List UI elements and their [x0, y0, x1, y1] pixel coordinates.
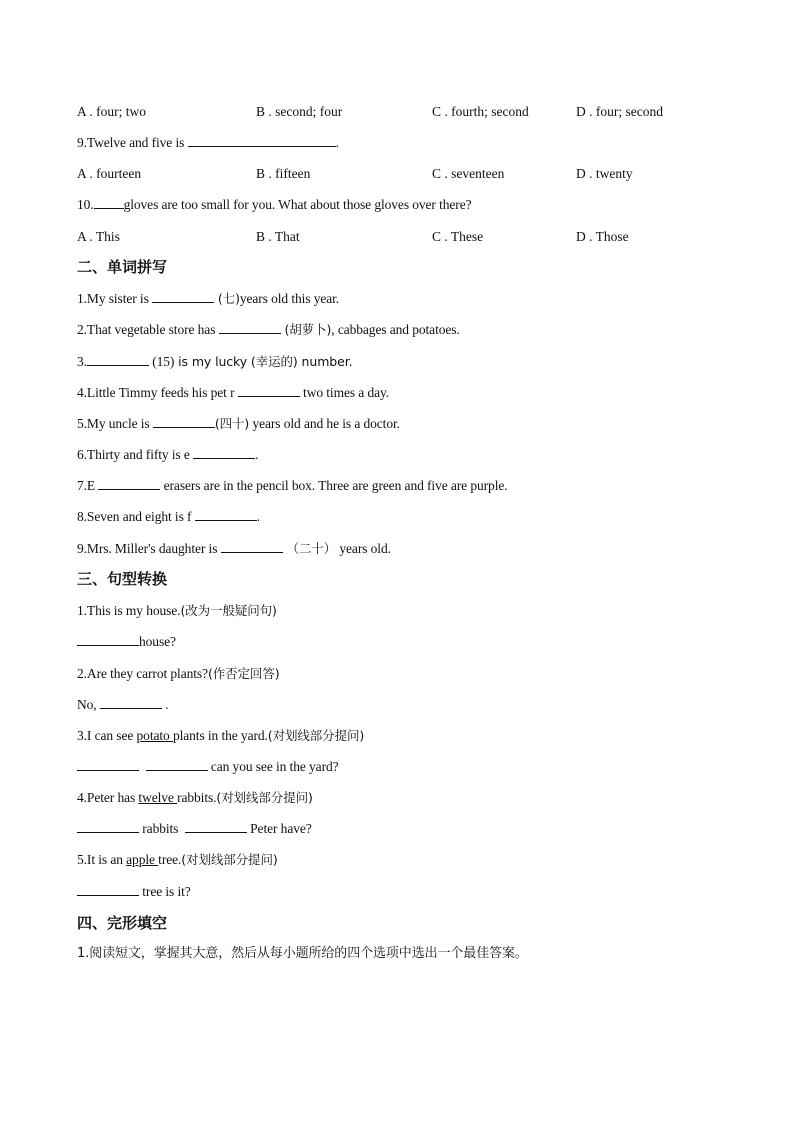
q8-option-c: C . fourth; second — [432, 104, 529, 119]
s3-q2-blank[interactable] — [100, 695, 162, 709]
s2-item-8-post: . — [256, 509, 260, 524]
s2-item-9 — [77, 539, 391, 559]
s3-q1-stem: 1.This is my house. — [77, 603, 181, 618]
s3-q1-instr: (改为一般疑问句) — [180, 603, 277, 618]
s3-q3-pre: 3.I can see — [77, 728, 137, 743]
q10-num: 10. — [77, 197, 94, 212]
s3-q2-answer — [77, 695, 168, 715]
s2-item-2-hint: (胡萝卜) — [280, 322, 332, 337]
section3-title: 三、句型转换 — [77, 570, 168, 588]
section4-title: 四、完形填空 — [77, 914, 168, 932]
q8-option-b: B . second; four — [256, 104, 343, 119]
s3-q1-blank[interactable] — [77, 632, 139, 646]
s2-item-7 — [77, 476, 508, 496]
q10-stem — [77, 195, 471, 215]
s3-q5 — [77, 850, 278, 870]
s2-item-8-pre: 8.Seven and eight is f — [77, 509, 195, 524]
s3-q5-ans: tree is it? — [139, 884, 191, 899]
s2-item-9-pre: 9.Mrs. Miller's daughter is — [77, 541, 221, 556]
s2-item-3-blank[interactable] — [87, 352, 149, 366]
s3-q5-pre: 5.It is an — [77, 852, 127, 867]
q9-option-c: C . seventeen — [432, 166, 505, 181]
s3-q4 — [77, 788, 313, 808]
s3-q3-answer — [77, 757, 339, 777]
s2-item-7-pre: 7.E — [77, 478, 99, 493]
s3-q1-answer — [77, 632, 176, 652]
s2-item-1-hint: (七) — [214, 291, 240, 306]
s3-q5-answer — [77, 882, 191, 902]
s3-q3-blank-1[interactable] — [77, 757, 139, 771]
q10-blank[interactable] — [94, 195, 124, 209]
s2-item-6-pre: 6.Thirty and fifty is e — [77, 447, 194, 462]
s3-q4-pre: 4.Peter has — [77, 790, 139, 805]
s2-item-4-pre: 4.Little Timmy feeds his pet r — [77, 385, 238, 400]
q9-option-d: D . twenty — [576, 166, 633, 181]
q9-blank[interactable] — [188, 133, 336, 147]
s2-item-5-pre: 5.My uncle is — [77, 416, 153, 431]
s3-q4-answer — [77, 819, 312, 839]
q8-option-a: A . four; two — [77, 104, 146, 119]
s3-q5-instr: (对划线部分提问) — [181, 852, 278, 867]
s4-q1-instruction: 1.阅读短文，掌握其大意，然后从每小题所给的四个选项中选出一个最佳答案。 — [77, 946, 528, 961]
s3-q5-underlined: apple — [126, 852, 159, 867]
s2-item-1 — [77, 289, 339, 309]
s3-q3-instr: (对划线部分提问) — [267, 728, 365, 743]
s3-q2-stem: 2.Are they carrot plants? — [77, 666, 208, 681]
s3-q5-post: tree. — [158, 852, 182, 867]
s3-q2-ans-pre: No, — [77, 697, 97, 712]
s3-q3 — [77, 726, 364, 746]
s3-q2-instr: (作否定回答) — [207, 666, 280, 681]
s2-item-4 — [77, 383, 389, 403]
q9-option-b: B . fifteen — [256, 166, 311, 181]
s2-item-9-hint: （二十） — [282, 541, 337, 556]
s3-q3-post: plants in the yard. — [172, 728, 268, 743]
s2-item-2-pre: 2.That vegetable store has — [77, 322, 219, 337]
s2-item-5-post: years old and he is a doctor. — [249, 416, 400, 431]
s3-q2-ans-post: . — [165, 697, 169, 712]
s2-item-4-post: two times a day. — [299, 385, 390, 400]
s3-q1-ans: house? — [139, 634, 176, 649]
s2-item-3-pre: 3. — [77, 354, 87, 369]
s3-q4-post: rabbits. — [177, 790, 217, 805]
s2-item-3 — [77, 352, 352, 372]
q10-rest: gloves are too small for you. What about those gloves over there? — [123, 197, 472, 212]
s2-item-1-blank[interactable] — [152, 289, 214, 303]
s2-item-7-post: erasers are in the pencil box. Three are green and five are purple. — [160, 478, 508, 493]
s3-q4-blank-1[interactable] — [77, 819, 139, 833]
s3-q4-underlined: twelve — [138, 790, 178, 805]
s2-item-2 — [77, 320, 460, 340]
s2-item-8 — [77, 507, 260, 527]
s2-item-4-blank[interactable] — [238, 383, 300, 397]
q9-text: 9.Twelve and five is — [77, 135, 185, 150]
s3-q4-ans-mid: rabbits — [139, 821, 182, 836]
q10-option-c: C . These — [432, 229, 484, 244]
s2-item-5-hint: (四十) — [214, 416, 250, 431]
s2-item-9-post: years old. — [336, 541, 391, 556]
s3-q3-underlined: potato — [136, 728, 173, 743]
s2-item-1-pre: 1.My sister is — [77, 291, 153, 306]
q9-stem — [77, 133, 339, 153]
q10-option-b: B . That — [256, 229, 300, 244]
q10-option-d: D . Those — [576, 229, 629, 244]
s3-q4-ans: Peter have? — [246, 821, 312, 836]
s3-q4-instr: (对划线部分提问) — [216, 790, 313, 805]
section2-title: 二、单词拼写 — [77, 258, 168, 276]
s2-item-7-blank[interactable] — [98, 476, 160, 490]
s3-q4-blank-2[interactable] — [185, 819, 247, 833]
s2-item-1-post: years old this year. — [239, 291, 340, 306]
q9-option-a: A . fourteen — [77, 166, 142, 181]
s2-item-6-post: . — [255, 447, 259, 462]
s3-q3-blank-2[interactable] — [146, 757, 208, 771]
q8-option-d: D . four; second — [576, 104, 663, 119]
s2-item-6-blank[interactable] — [193, 445, 255, 459]
s2-item-9-blank[interactable] — [221, 539, 283, 553]
s2-item-2-blank[interactable] — [219, 320, 281, 334]
s2-item-3-hint: (15) — [148, 354, 175, 369]
s2-item-6 — [77, 445, 258, 465]
s2-item-8-blank[interactable] — [195, 507, 257, 521]
q10-option-a: A . This — [77, 229, 120, 244]
s3-q2 — [77, 664, 280, 684]
s2-item-5 — [77, 414, 400, 434]
s3-q3-ans: can you see in the yard? — [207, 759, 339, 774]
q9-end: . — [335, 135, 339, 150]
s3-q5-blank[interactable] — [77, 882, 139, 896]
s2-item-3-post: is my lucky (幸运的) number. — [174, 354, 353, 369]
s3-q1 — [77, 601, 277, 621]
s2-item-5-blank[interactable] — [153, 414, 215, 428]
s2-item-2-post: , cabbages and potatoes. — [331, 322, 460, 337]
